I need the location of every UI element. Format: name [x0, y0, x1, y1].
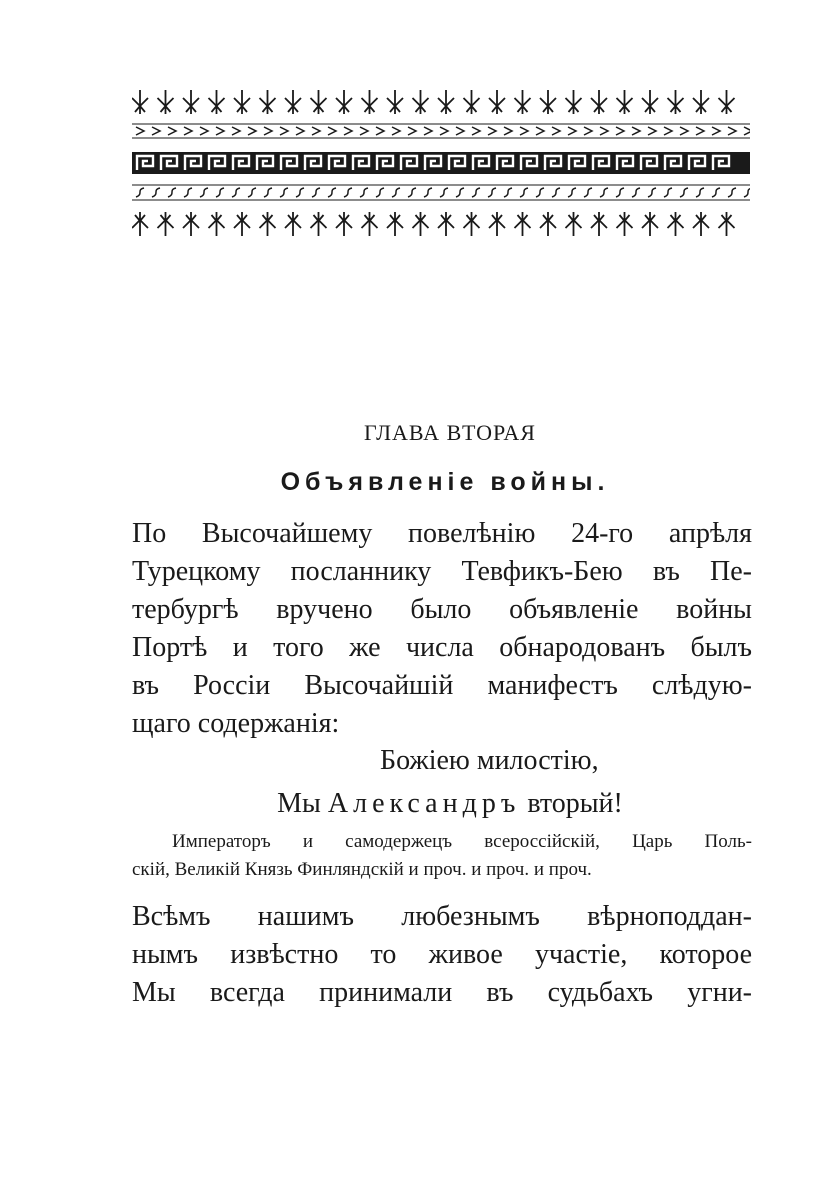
titles-line: скій, Великій Князь Финляндскій и проч. и проч. и проч.	[132, 859, 592, 880]
manifesto-titles	[132, 828, 752, 884]
text-line: Турецкому посланнику Тевфикъ-Бею въ Пе-	[132, 556, 752, 587]
text-line: нымъ извѣстно то живое участіе, которое	[132, 939, 752, 970]
text-line: щаго содержанія:	[132, 708, 340, 739]
manifesto-sovereign-line	[0, 785, 840, 823]
manifesto-greeting-line: Божіею милостію,	[380, 745, 599, 776]
titles-line: Императоръ и самодержецъ всероссійскій, Царь Поль-	[172, 831, 752, 852]
text-line: По Высочайшему повелѣнію 24-го апрѣля	[132, 518, 752, 549]
text-line: въ Россіи Высочайшій манифестъ слѣдую-	[132, 670, 752, 701]
text-line: Всѣмъ нашимъ любезнымъ вѣрноподдан-	[132, 901, 752, 932]
paragraph-manifesto-body	[132, 898, 752, 1012]
manifesto-we: Мы	[277, 788, 321, 819]
decorative-border-ornament	[132, 82, 750, 244]
manifesto-ordinal: вторый!	[527, 788, 623, 819]
text-line: тербургѣ вручено было объявленіе войны	[132, 594, 752, 625]
manifesto-name: Александръ	[327, 788, 521, 819]
paragraph-declaration	[132, 515, 752, 743]
chapter-title: Объявленіе войны.	[280, 468, 610, 496]
chapter-heading: ГЛАВА ВТОРАЯ	[364, 420, 536, 445]
text-line: Портѣ и того же числа обнародованъ былъ	[132, 632, 752, 663]
text-line: Мы всегда принимали въ судьбахъ угни-	[132, 977, 752, 1008]
